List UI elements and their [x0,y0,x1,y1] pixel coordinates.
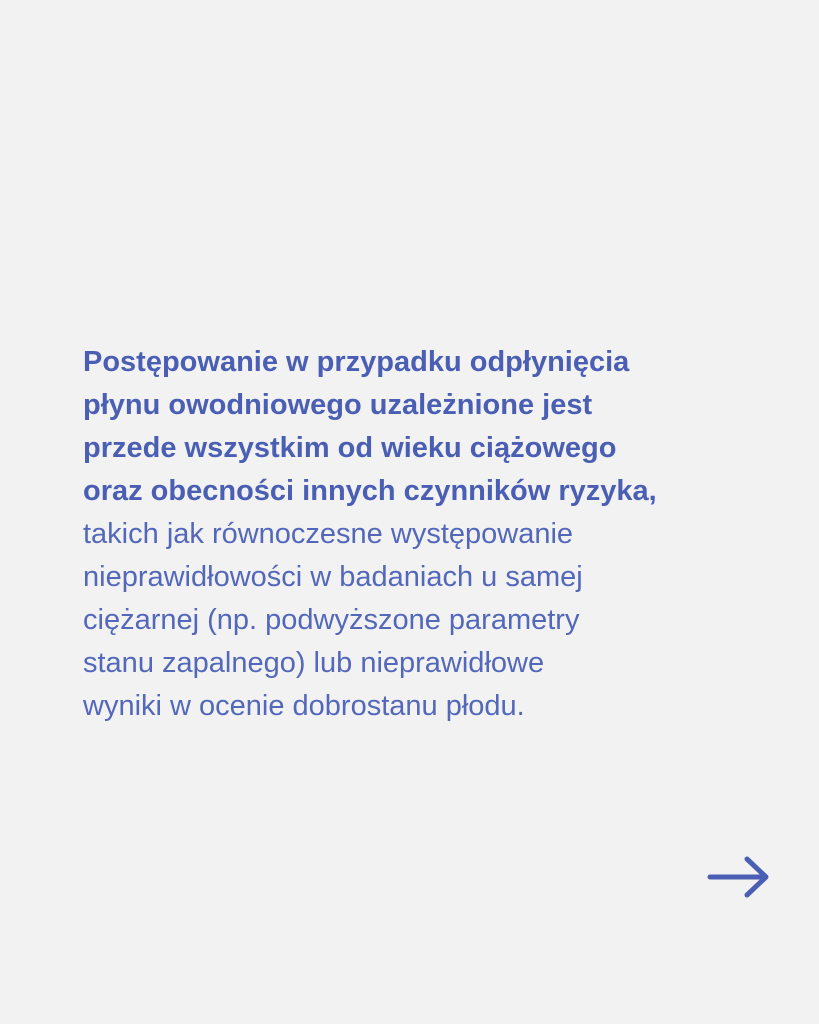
paragraph-line: stanu zapalnego) lub nieprawidłowe [83,647,545,679]
paragraph-bold-line: oraz obecności innych czynników ryzyka, [83,475,657,507]
info-paragraph [83,341,803,728]
paragraph-bold-line: płynu owodniowego uzależnione jest [83,389,593,421]
paragraph-line: ciężarnej (np. podwyższone parametry [83,604,580,636]
paragraph-line: nieprawidłowości w badaniach u samej [83,561,583,593]
paragraph-bold-line: przede wszystkim od wieku ciążowego [83,432,617,464]
paragraph-line: wyniki w ocenie dobrostanu płodu. [83,690,525,722]
arrow-right-icon[interactable] [706,854,772,900]
paragraph-bold-line: Postępowanie w przypadku odpłynięcia [83,346,630,378]
paragraph-line: takich jak równoczesne występowanie [83,518,574,550]
